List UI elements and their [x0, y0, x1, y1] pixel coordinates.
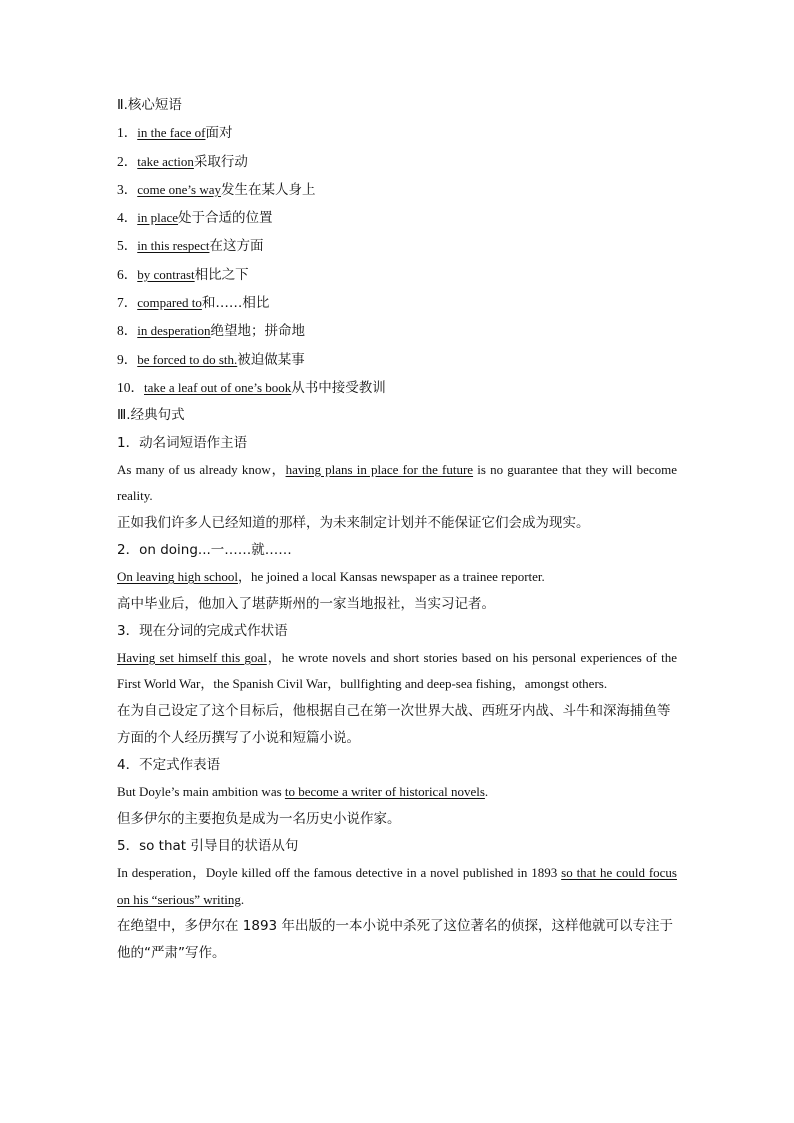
phrase-chinese: 和……相比: [201, 295, 270, 312]
phrase-chinese: 面对: [205, 125, 233, 142]
phrase-item: [117, 346, 677, 374]
phrase-item: [117, 119, 677, 147]
phrase-item: [117, 317, 677, 345]
phrase-number: 7．: [117, 295, 138, 311]
example-sentence-translation: 但多伊尔的主要抱负是成为一名历史小说作家。: [117, 810, 401, 827]
phrase-item: [117, 374, 677, 402]
underlined-structure: On leaving high school: [117, 569, 238, 585]
phrase-number: 9．: [117, 351, 138, 367]
example-sentence-translation: 高中毕业后，他加入了堪萨斯州的一家当地报社，当实习记者。: [117, 595, 495, 612]
underlined-structure: to become a writer of historical novels: [284, 784, 485, 800]
phrase-english: in desperation: [137, 323, 211, 339]
sentence-pattern-title: 5．so that 引导目的状语从句: [117, 837, 299, 854]
phrase-item: [117, 204, 677, 232]
phrase-item: [117, 232, 677, 260]
sentence-pattern-title: 3．现在分词的完成式作状语: [117, 622, 288, 639]
phrase-number: 3．: [117, 181, 138, 197]
phrase-english: come one’s way: [137, 181, 222, 197]
phrase-number: 10．: [117, 379, 144, 395]
phrase-item: [117, 289, 677, 317]
phrase-item: [117, 261, 677, 289]
example-sentence-english: [117, 860, 677, 913]
phrase-english: take a leaf out of one’s book: [144, 379, 292, 395]
phrase-number: 5．: [117, 238, 138, 254]
phrase-number: 1．: [117, 125, 138, 141]
sentence-text: .: [240, 891, 245, 907]
phrase-chinese: 绝望地；拼命地: [210, 323, 306, 340]
example-sentence-english: [117, 564, 677, 591]
sentence-pattern-title: 1．动名词短语作主语: [117, 434, 248, 451]
example-sentence-translation: 在为自己设定了这个目标后，他根据自己在第一次世界大战、西班牙内战、斗牛和深海捕鱼等方面的个人经历撰写了小说和短篇小说。: [117, 702, 671, 746]
phrase-chinese: 发生在某人身上: [221, 181, 316, 198]
phrase-item: [117, 148, 677, 176]
phrase-english: in the face of: [137, 125, 206, 141]
sentence-text: ，he joined a local Kansas newspaper as a trainee reporter.: [237, 569, 545, 585]
underlined-structure: so that he could focus on his “serious” writing: [117, 865, 677, 907]
sentence-text: ，he wrote novels and short stories based on his personal experiences of the First World War，the Spanish Civil War，bullfighting and deep-sea fishing，amongst others.: [117, 649, 677, 692]
phrase-chinese: 被迫做某事: [237, 351, 305, 368]
underlined-structure: having plans in place for the future: [285, 461, 474, 477]
example-sentence-english: [117, 457, 677, 510]
section-heading-core-phrases: Ⅱ.核心短语: [117, 97, 182, 113]
sentence-text: As many of us already know，: [117, 461, 286, 477]
example-sentence-english: [117, 645, 677, 698]
example-sentence-translation: 正如我们许多人已经知道的那样，为未来制定计划并不能保证它们会成为现实。: [117, 514, 590, 531]
phrase-english: be forced to do sth.: [137, 351, 238, 367]
sentence-text: But Doyle’s main ambition was: [117, 784, 285, 800]
example-sentence-translation: 在绝望中，多伊尔在 1893 年出版的一本小说中杀死了这位著名的侦探，这样他就可以专注于他的“严肃”写作。: [117, 918, 673, 962]
underlined-structure: Having set himself this goal: [117, 649, 267, 665]
sentence-text: is no guarantee that they will become reality.: [117, 461, 677, 504]
sentence-text: .: [484, 784, 489, 800]
sentence-pattern-title: 2．on doing...一……就……: [117, 541, 292, 558]
phrase-chinese: 处于合适的位置: [178, 210, 273, 227]
phrase-item: [117, 176, 677, 204]
phrase-number: 6．: [117, 266, 138, 282]
example-sentence-english: [117, 779, 677, 806]
sentence-pattern-title: 4．不定式作表语: [117, 756, 221, 773]
phrase-english: in this respect: [137, 238, 210, 254]
phrase-number: 4．: [117, 210, 138, 226]
phrase-english: in place: [137, 210, 179, 226]
sentence-text: In desperation，Doyle killed off the famous detective in a novel published in 1893: [117, 865, 562, 881]
phrase-english: compared to: [137, 295, 202, 311]
phrase-english: take action: [137, 153, 194, 169]
phrase-chinese: 从书中接受教训: [291, 379, 386, 396]
phrase-chinese: 采取行动: [193, 153, 248, 170]
phrase-list: [117, 119, 677, 402]
phrase-number: 8．: [117, 323, 138, 339]
section-heading-classic-sentences: Ⅲ.经典句式: [117, 407, 185, 424]
phrase-number: 2．: [117, 153, 138, 169]
phrase-chinese: 在这方面: [209, 238, 264, 255]
phrase-english: by contrast: [137, 266, 195, 282]
phrase-chinese: 相比之下: [194, 266, 249, 283]
